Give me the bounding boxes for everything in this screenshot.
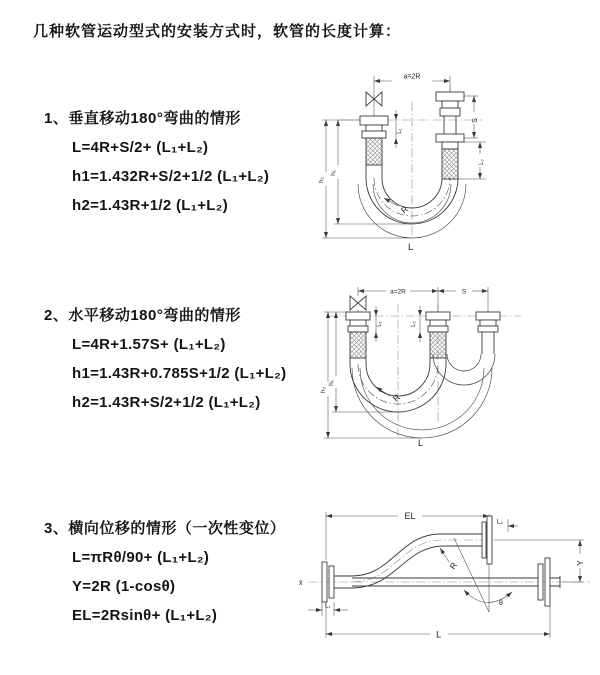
- formula-h2: h2=1.43R+1/2 (L₁+L₂): [72, 197, 229, 214]
- page-title: 几种软管运动型式的安装方式时，软管的长度计算：: [33, 23, 402, 40]
- formula-y: Y=2R (1-cosθ): [72, 578, 176, 595]
- middle-pipe-flange: [426, 312, 450, 332]
- upper-flange: [482, 516, 492, 564]
- dim-label-h1: h₁: [328, 380, 335, 386]
- dimension-lines: [324, 287, 488, 438]
- dim-label-l2: L₂: [496, 518, 504, 526]
- formula-length: L=4R+S/2+ (L₁+L₂): [72, 139, 209, 156]
- formula-el: EL=2Rsinθ+ (L₁+L₂): [72, 607, 218, 624]
- section-3-heading: 3、横向位移的情形（一次性变位）: [44, 520, 286, 537]
- middle-braid-section: [430, 332, 446, 358]
- left-braid-section: [350, 332, 366, 358]
- right-pipe-flange: [436, 92, 464, 149]
- section-1-heading: 1、垂直移动180°弯曲的情形: [44, 110, 241, 127]
- valve-icon: [350, 296, 366, 310]
- centerlines: [340, 86, 482, 242]
- left-braid-section: [366, 138, 382, 165]
- dim-label-s: S: [461, 288, 467, 296]
- section-2-heading: 2、水平移动180°弯曲的情形: [44, 307, 241, 324]
- length-label: L: [418, 438, 424, 448]
- formula-h2: h2=1.43R+S/2+1/2 (L₁+L₂): [72, 394, 261, 411]
- hose-u-bends: [350, 354, 495, 438]
- section-vertical-movement: [44, 107, 269, 226]
- dim-label-s: S: [472, 118, 479, 123]
- formula-length: L=4R+1.57S+ (L₁+L₂): [72, 336, 226, 353]
- length-label: L: [436, 629, 442, 641]
- formula-length: L=πRθ/90+ (L₁+L₂): [72, 549, 210, 566]
- dim-label-h1: h₁: [330, 170, 337, 176]
- diagram-lateral-displacement: [296, 506, 596, 646]
- radius-label: R: [447, 560, 460, 572]
- length-label: L: [408, 242, 414, 253]
- section-lateral-displacement: [44, 517, 285, 636]
- diagram-vertical-180-bend: [312, 72, 502, 254]
- angle-label: θ: [499, 600, 503, 607]
- left-pipe-flange: [360, 116, 388, 138]
- dim-label-a2r: a=2R: [390, 288, 406, 296]
- dim-label-y: Y: [576, 560, 585, 566]
- centerline-symbol: x̄: [299, 580, 303, 587]
- dim-label-l1: L₁: [325, 603, 331, 610]
- dim-label-l1: L₁: [397, 128, 403, 134]
- s-curve-hose: [352, 534, 482, 588]
- section-horizontal-movement: [44, 304, 286, 423]
- dim-label-el: EL: [404, 511, 416, 521]
- left-pipe-flange: [346, 312, 370, 332]
- dim-label-l2: L₂: [479, 159, 485, 165]
- dim-label-a2r: a=2R: [403, 73, 421, 81]
- dim-label-l2: L₂: [411, 321, 417, 327]
- right-pipe-flange: [476, 312, 500, 354]
- formula-h1: h1=1.43R+0.785S+1/2 (L₁+L₂): [72, 365, 287, 382]
- radius-label: R: [398, 203, 410, 216]
- diagram-horizontal-180-bend: [316, 284, 568, 449]
- radius-label: R: [390, 391, 402, 404]
- formula-h1: h1=1.432R+S/2+1/2 (L₁+L₂): [72, 168, 270, 185]
- dim-label-h2: h₂: [320, 386, 327, 394]
- dim-label-h2: h₂: [318, 176, 325, 184]
- dim-label-l1: L₁: [377, 321, 383, 327]
- right-braid-section: [442, 149, 458, 179]
